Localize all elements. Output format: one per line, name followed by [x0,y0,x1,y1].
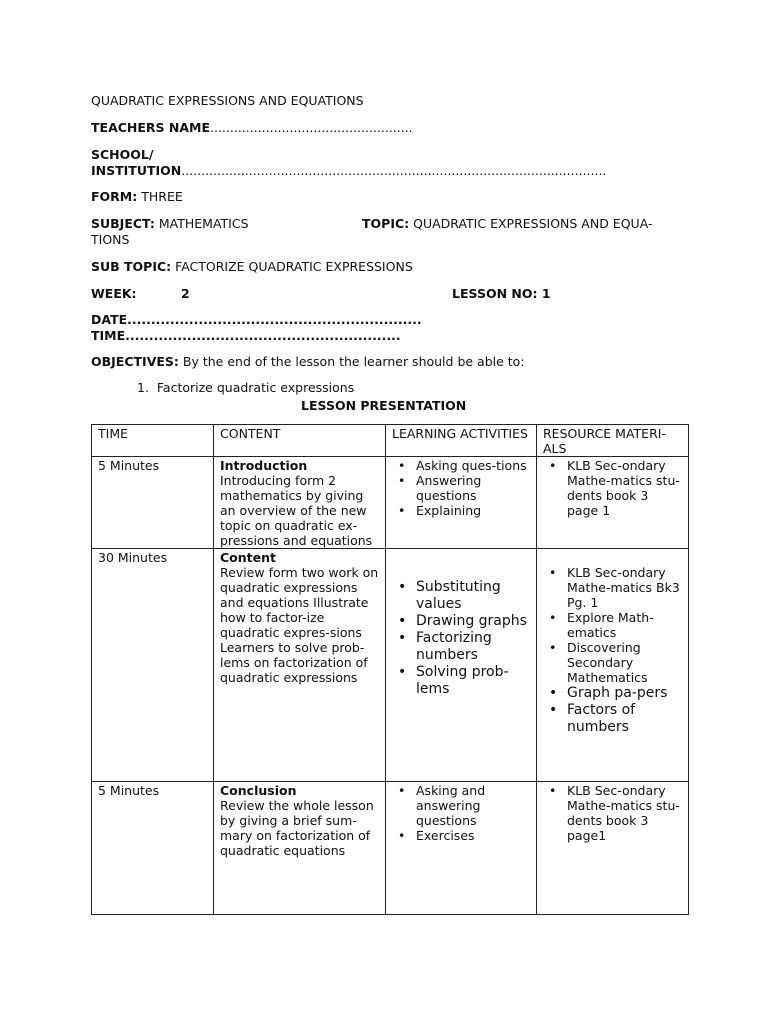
content-heading: Content [220,550,276,565]
activity-item: • Asking and answering questions [416,783,530,828]
resource-item: • Graph pa-pers [567,685,682,702]
resource-item: • KLB Sec-ondary Mathe-matics Bk3 Pg. 1 [567,565,682,610]
resource-item: • Discovering Secondary Mathematics [567,640,682,685]
subject-line [91,216,249,232]
resource-item: • Factors of numbers [567,702,682,736]
subject-value: MATHEMATICS [158,216,249,231]
table-row [92,782,689,915]
header-content: CONTENT [214,425,386,457]
date-label: DATE [91,312,128,327]
objectives-text: By the end of the lesson the learner should be able to: [182,354,525,369]
subtopic-label: SUB TOPIC: [91,259,172,274]
row-content [214,549,386,782]
objectives-line [91,354,525,370]
row-resources [537,782,689,915]
content-text: Introducing form 2 mathematics by giving an overview of the new topic on quadratic ex-pressions and equations [220,473,373,548]
table-row [92,457,689,549]
time-line [91,328,401,344]
row-time: 30 Minutes [92,549,214,782]
topic-label: TOPIC: [362,216,410,231]
table-row [92,549,689,782]
resource-item: • KLB Sec-ondary Mathe-matics stu-dents book 3 page1 [567,783,682,843]
objectives-label: OBJECTIVES: [91,354,179,369]
row-activities [386,782,537,915]
teacher-label: TEACHERS NAME [91,120,211,135]
form-label: FORM: [91,189,138,204]
activity-item: • Answering questions [416,473,530,503]
row-content [214,457,386,549]
content-heading: Introduction [220,458,308,473]
topic-continuation: TIONS [91,232,130,247]
date-line [91,312,422,328]
school-label: SCHOOL/ [91,147,154,162]
week-label: WEEK: [91,286,137,301]
content-text: Review the whole lesson by giving a brief sum-mary on factorization of quadratic equations [220,798,374,858]
institution-dots: ........................................................................................................... [181,163,607,178]
activity-item: • Drawing graphs [416,613,530,630]
row-time: 5 Minutes [92,782,214,915]
row-activities [386,549,537,782]
teacher-name-line [91,120,413,136]
lesson-number: LESSON NO: 1 [452,286,551,301]
header-time: TIME [92,425,214,457]
teacher-dots: ................................................... [210,120,413,135]
activity-item: • Substituting values [416,579,530,613]
document-title: QUADRATIC EXPRESSIONS AND EQUATIONS [91,93,364,108]
activity-item: • Factorizing numbers [416,630,530,664]
table-header-row [92,425,689,457]
institution-line [91,163,606,179]
resource-item: • KLB Sec-ondary Mathe-matics stu-dents book 3 page 1 [567,458,682,518]
activity-item: • Solving prob-lems [416,664,530,698]
subtopic-value: FACTORIZE QUADRATIC EXPRESSIONS [175,259,413,274]
row-resources [537,457,689,549]
time-dots: .......................................................... [125,328,401,343]
objective-item: 1. Factorize quadratic expressions [137,380,355,395]
content-heading: Conclusion [220,783,297,798]
date-dots: .............................................................. [127,312,422,327]
form-line [91,189,183,205]
time-label: TIME [91,328,126,343]
resource-item: • Explore Math-ematics [567,610,682,640]
row-resources [537,549,689,782]
institution-label: INSTITUTION [91,163,182,178]
week-value: 2 [181,286,190,301]
subject-label: SUBJECT: [91,216,155,231]
lesson-table [91,424,689,915]
row-activities [386,457,537,549]
activity-item: • Exercises [416,828,530,843]
form-value: THREE [141,189,183,204]
subtopic-line [91,259,413,275]
activity-item: • Asking ques-tions [416,458,530,473]
content-text: Review form two work on quadratic expressions and equations Illustrate how to factor-ize quadratic expres-sions Learners to solve prob-lems on factorization of quadratic expressions [220,565,379,685]
row-content [214,782,386,915]
header-resources: RESOURCE MATERI-ALS [537,425,689,457]
row-time: 5 Minutes [92,457,214,549]
topic-value: QUADRATIC EXPRESSIONS AND EQUA- [413,216,653,231]
activity-item: • Explaining [416,503,530,518]
presentation-title: LESSON PRESENTATION [301,398,467,413]
header-activities: LEARNING ACTIVITIES [386,425,537,457]
topic-line [362,216,652,232]
